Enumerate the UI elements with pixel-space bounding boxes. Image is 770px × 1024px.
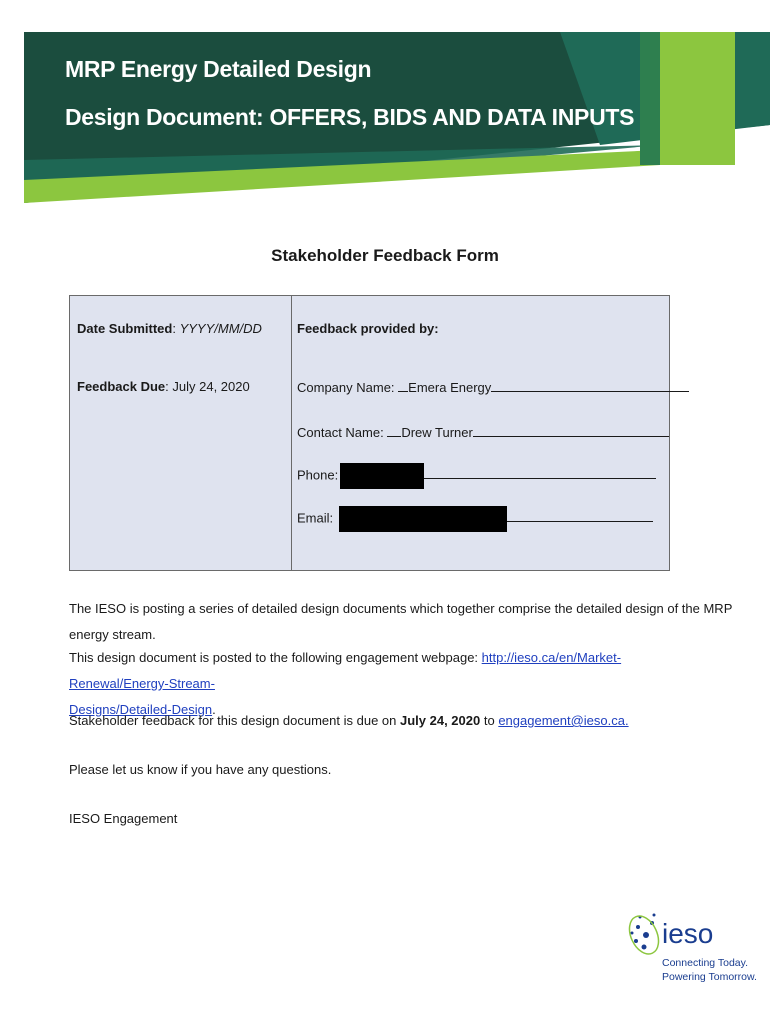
contact-name-row: [297, 422, 669, 440]
paragraph-webpage-text: This design document is posted to the following engagement webpage:: [69, 650, 482, 665]
company-name-row: [297, 377, 689, 395]
document-title-line-1: MRP Energy Detailed Design: [65, 56, 372, 82]
feedback-form-box: [69, 295, 670, 571]
feedback-provided-by-label: Feedback provided by:: [297, 321, 439, 336]
logo-tagline-1: Connecting Today.: [662, 957, 749, 969]
paragraph-due: [69, 708, 629, 734]
feedback-due-label: Feedback Due: [77, 379, 166, 394]
company-name-label: Company Name:: [297, 380, 395, 395]
document-title-line-2: Design Document: OFFERS, BIDS AND DATA INPUTS: [65, 104, 635, 130]
contact-name-label: Contact Name:: [297, 425, 384, 440]
paragraph-due-text: Stakeholder feedback for this design document is due on: [69, 713, 400, 728]
date-submitted-label: Date Submitted: [77, 321, 173, 336]
contact-name-value[interactable]: Drew Turner: [401, 425, 473, 440]
ieso-wordmark: ieso: [662, 918, 714, 949]
phone-redaction[interactable]: [340, 463, 424, 489]
email-label: Email:: [297, 510, 334, 526]
email-redaction[interactable]: [339, 506, 507, 532]
logo-tagline-2: Powering Tomorrow.: [662, 971, 757, 983]
engagement-email-link[interactable]: engagement@ieso.ca.: [498, 713, 629, 728]
company-name-value[interactable]: Emera Energy: [408, 380, 492, 395]
paragraph-questions: Please let us know if you have any questions.: [69, 762, 332, 777]
email-row: [297, 506, 653, 532]
feedback-due-row: Feedback Due: July 24, 2020: [77, 379, 250, 394]
paragraph-intro: The IESO is posting a series of detailed design documents which together comprise the detailed design of the MRP energy stream.: [69, 601, 733, 642]
engagement-webpage-link[interactable]: http://ieso.ca/en/Market-Renewal/Energy-Stream- Designs/Detailed-Design: [69, 650, 622, 717]
form-title: Stakeholder Feedback Form: [271, 246, 499, 265]
signature-ieso-engagement: IESO Engagement: [69, 811, 178, 826]
paragraph-webpage-end: .: [212, 702, 216, 717]
form-divider: [291, 296, 292, 570]
due-date: July 24, 2020: [400, 713, 481, 728]
phone-label: Phone:: [297, 467, 339, 483]
date-submitted-value[interactable]: YYYY/MM/DD: [179, 321, 262, 336]
phone-row: [297, 463, 656, 489]
feedback-due-value: July 24, 2020: [172, 379, 250, 394]
paragraph-due-to: to: [480, 713, 499, 728]
date-submitted-row: Date Submitted: YYYY/MM/DD: [77, 321, 262, 336]
